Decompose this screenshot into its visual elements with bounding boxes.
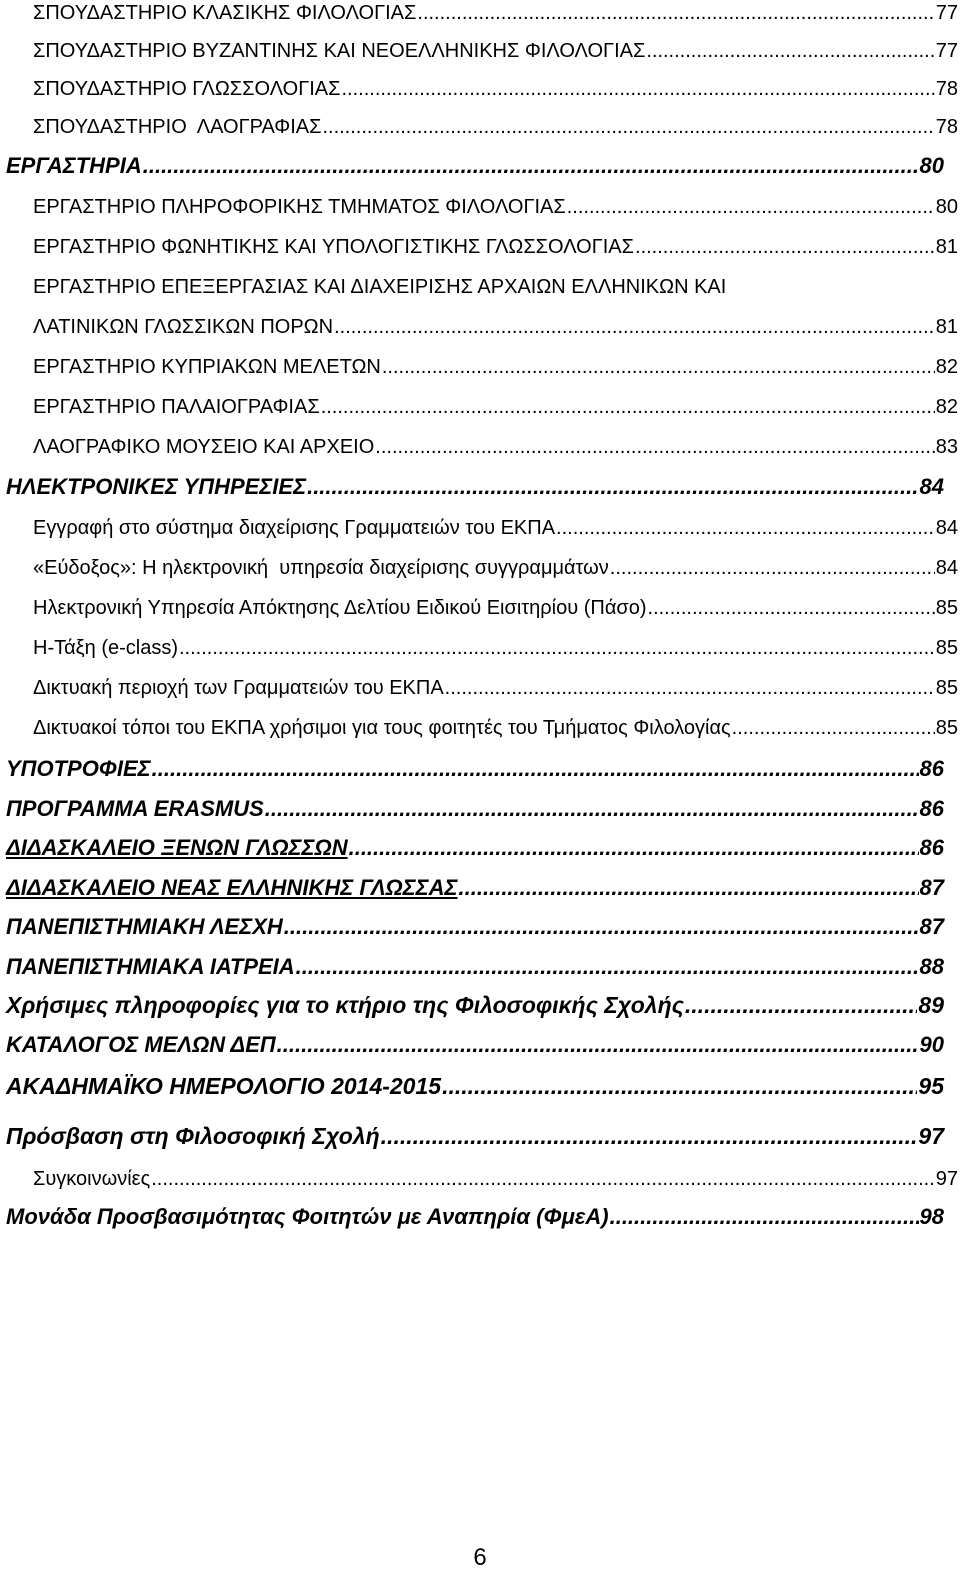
toc-entry-page: 85 <box>935 677 958 699</box>
toc-entry-page: 85 <box>935 637 958 659</box>
page-number: 6 <box>473 1544 487 1571</box>
toc-entry-label: ΣΠΟΥΔΑΣΤΗΡΙΟ ΚΛΑΣΙΚΗΣ ΦΙΛΟΛΟΓΙΑΣ <box>33 2 417 24</box>
toc-entry-label: Εγγραφή στο σύστημα διαχείρισης Γραμματειών του ΕΚΠΑ <box>33 517 556 539</box>
toc-entry-label: ΕΡΓΑΣΤΗΡΙΑ <box>6 153 142 178</box>
toc-entry[interactable] <box>33 78 958 101</box>
toc-entry-label: ΕΡΓΑΣΤΗΡΙΟ ΚΥΠΡΙΑΚΩΝ ΜΕΛΕΤΩΝ <box>33 356 381 378</box>
toc-entry[interactable] <box>33 557 958 580</box>
toc-entry-label: ΠΑΝΕΠΙΣΤΗΜΙΑΚΑ ΙΑΤΡΕΙΑ <box>6 954 295 979</box>
toc-entry-heading[interactable] <box>6 875 944 900</box>
toc-entry-label: ΕΡΓΑΣΤΗΡΙΟ ΠΛΗΡΟΦΟΡΙΚΗΣ ΤΜΗΜΑΤΟΣ ΦΙΛΟΛΟΓΙΑΣ <box>33 196 566 218</box>
dot-leader <box>685 992 918 1018</box>
toc-entry-page: 82 <box>935 396 958 418</box>
toc-entry-label: ΠΑΝΕΠΙΣΤΗΜΙΑΚΗ ΛΕΣΧΗ <box>6 914 283 939</box>
toc-entry-label: Συγκοινωνίες <box>33 1168 151 1190</box>
dot-leader <box>610 1204 919 1229</box>
toc-entry-label: ΔΙΔΑΣΚΑΛΕΙΟ ΝΕΑΣ ΕΛΛΗΝΙΚΗΣ ΓΛΩΣΣΑΣ <box>6 875 458 900</box>
dot-leader <box>610 557 935 580</box>
toc-entry-page: 88 <box>919 954 944 979</box>
toc-entry-label: ΑΚΑΔΗΜΑΪΚΟ ΗΜΕΡΟΛΟΓΙΟ 2014-2015 <box>6 1073 442 1099</box>
dot-leader <box>334 316 935 339</box>
dot-leader <box>635 236 935 259</box>
toc-entry-heading[interactable] <box>6 756 944 781</box>
toc-entry-label: ΣΠΟΥΔΑΣΤΗΡΙΟ ΓΛΩΣΣΟΛΟΓΙΑΣ <box>33 78 341 100</box>
dot-leader <box>307 474 918 499</box>
toc-entry-page: 82 <box>935 356 958 378</box>
dot-leader <box>382 356 935 379</box>
dot-leader <box>151 1168 935 1191</box>
toc-entry[interactable] <box>33 196 958 219</box>
toc-entry-page: 84 <box>935 557 958 579</box>
toc-entry-page: 86 <box>919 796 944 821</box>
toc-entry-heading[interactable] <box>6 1032 944 1057</box>
toc-entry-page: 78 <box>935 78 958 100</box>
toc-entry-page: 80 <box>935 196 958 218</box>
dot-leader <box>375 436 934 459</box>
dot-leader <box>296 954 919 979</box>
dot-leader <box>179 637 935 660</box>
toc-entry-page: 97 <box>935 1168 958 1190</box>
toc-entry-label: Δικτυακή περιοχή των Γραμματειών του ΕΚΠΑ <box>33 677 444 699</box>
toc-entry[interactable] <box>33 597 958 620</box>
toc-entry[interactable] <box>33 1168 958 1191</box>
toc-entry-page: 83 <box>935 436 958 458</box>
toc-entry-label: ΛΑΟΓΡΑΦΙΚΟ ΜΟΥΣΕΙΟ ΚΑΙ ΑΡΧΕΙΟ <box>33 436 375 458</box>
toc-entry-page: 87 <box>919 875 944 900</box>
toc-entry[interactable] <box>33 717 958 740</box>
toc-entry-page: 86 <box>919 835 944 860</box>
toc-entry-label: ΔΙΔΑΣΚΑΛΕΙΟ ΞΕΝΩΝ ΓΛΩΣΣΩΝ <box>6 835 348 860</box>
dot-leader <box>349 835 919 860</box>
toc-entry-label: ΣΠΟΥΔΑΣΤΗΡΙΟ ΒΥΖΑΝΤΙΝΗΣ ΚΑΙ ΝΕΟΕΛΛΗΝΙΚΗΣ ΦΙΛΟΛΟΓΙΑΣ <box>33 40 646 62</box>
toc-entry-page: 90 <box>919 1032 944 1057</box>
toc-entry-page: 77 <box>935 2 958 24</box>
toc-entry-label: ΕΡΓΑΣΤΗΡΙΟ ΠΑΛΑΙΟΓΡΑΦΙΑΣ <box>33 396 320 418</box>
toc-entry-page: 87 <box>919 914 944 939</box>
dot-leader <box>445 677 935 700</box>
toc-entry-label: ΚΑΤΑΛΟΓΟΣ ΜΕΛΩΝ ΔΕΠ <box>6 1032 276 1057</box>
toc-entry[interactable] <box>33 517 958 540</box>
toc-entry-heading[interactable] <box>6 796 944 821</box>
dot-leader <box>152 756 919 781</box>
toc-entry[interactable] <box>33 2 958 25</box>
toc-entry-label: «Εύδοξος»: Η ηλεκτρονική υπηρεσία διαχείρισης συγγραμμάτων <box>33 557 609 579</box>
toc-entry-page: 97 <box>918 1123 944 1149</box>
toc-entry-page: 98 <box>919 1204 944 1229</box>
toc-entry[interactable] <box>33 436 958 459</box>
toc-entry[interactable] <box>33 316 958 339</box>
dot-leader <box>381 1123 918 1149</box>
dot-leader <box>442 1073 917 1099</box>
toc-entry-heading[interactable] <box>6 954 944 979</box>
toc-entry-heading[interactable] <box>6 153 944 178</box>
dot-leader <box>417 2 934 25</box>
dot-leader <box>459 875 919 900</box>
toc-entry-label: ΥΠΟΤΡΟΦΙΕΣ <box>6 756 151 781</box>
toc-entry-page: 85 <box>935 597 958 619</box>
toc-entry-heading[interactable] <box>6 1204 944 1229</box>
dot-leader <box>342 78 935 101</box>
toc-entry-label: ΠΡΟΓΡΑΜΜΑ ERASMUS <box>6 796 264 821</box>
dot-leader <box>556 517 935 540</box>
toc-entry[interactable] <box>33 396 958 419</box>
toc-entry-page: 81 <box>935 316 958 338</box>
toc-entry-heading[interactable] <box>6 992 944 1018</box>
dot-leader <box>321 396 935 419</box>
dot-leader <box>143 153 919 178</box>
toc-entry[interactable] <box>33 356 958 379</box>
dot-leader <box>322 116 934 139</box>
toc-entry-page: 78 <box>935 116 958 138</box>
toc-entry-page: 85 <box>935 717 958 739</box>
toc-entry-label: Χρήσιμες πληροφορίες για το κτήριο της Φιλοσοφικής Σχολής <box>6 992 684 1018</box>
toc-entry-label: Η-Τάξη (e-class) <box>33 637 178 659</box>
toc-entry-label: ΕΡΓΑΣΤΗΡΙΟ ΦΩΝΗΤΙΚΗΣ ΚΑΙ ΥΠΟΛΟΓΙΣΤΙΚΗΣ ΓΛΩΣΣΟΛΟΓΙΑΣ <box>33 236 635 258</box>
toc-entry-heading[interactable] <box>6 835 944 860</box>
toc-entry-heading[interactable] <box>6 1073 944 1099</box>
toc-entry-label: Ηλεκτρονική Υπηρεσία Απόκτησης Δελτίου Ειδικού Εισιτηρίου (Πάσο) <box>33 597 647 619</box>
toc-entry-page: 80 <box>919 153 944 178</box>
dot-leader <box>567 196 935 219</box>
toc-entry-label: Δικτυακοί τόποι του ΕΚΠΑ χρήσιμοι για τους φοιτητές του Τμήματος Φιλολογίας <box>33 717 731 739</box>
toc-entry[interactable] <box>33 236 958 259</box>
toc-entry-heading[interactable] <box>6 474 944 499</box>
toc-entry-page: 84 <box>919 474 944 499</box>
toc-entry-label: ΛΑΤΙΝΙΚΩΝ ΓΛΩΣΣΙΚΩΝ ΠΟΡΩΝ <box>33 316 334 338</box>
dot-leader <box>646 40 934 63</box>
toc-entry-label-line1: ΕΡΓΑΣΤΗΡΙΟ ΕΠΕΞΕΡΓΑΣΙΑΣ ΚΑΙ ΔΙΑΧΕΙΡΙΣΗΣ ΑΡΧΑΙΩΝ ΕΛΛΗΝΙΚΩΝ ΚΑΙ <box>33 276 727 298</box>
dot-leader <box>648 597 935 620</box>
toc-entry-page: 95 <box>918 1073 944 1099</box>
dot-leader <box>265 796 919 821</box>
toc-entry[interactable] <box>33 677 958 700</box>
dot-leader <box>284 914 919 939</box>
toc-entry-label: ΣΠΟΥΔΑΣΤΗΡΙΟ ΛΑΟΓΡΑΦΙΑΣ <box>33 116 322 138</box>
toc-entry-page: 81 <box>935 236 958 258</box>
toc-entry-page: 77 <box>935 40 958 62</box>
toc-entry-heading[interactable] <box>6 1123 944 1149</box>
toc-entry-page: 86 <box>919 756 944 781</box>
toc-entry-heading[interactable] <box>6 914 944 939</box>
dot-leader <box>277 1032 919 1057</box>
dot-leader <box>732 717 935 740</box>
toc-entry-label: Μονάδα Προσβασιμότητας Φοιτητών με Αναπηρία (ΦμεΑ) <box>6 1204 609 1229</box>
toc-entry[interactable] <box>33 637 958 660</box>
toc-entry-label: ΗΛΕΚΤΡΟΝΙΚΕΣ ΥΠΗΡΕΣΙΕΣ <box>6 474 307 499</box>
toc-entry[interactable] <box>33 116 958 139</box>
toc-entry-label: Πρόσβαση στη Φιλοσοφική Σχολή <box>6 1123 380 1149</box>
toc-entry[interactable] <box>33 40 958 63</box>
toc-entry-page: 89 <box>918 992 944 1018</box>
toc-entry-page: 84 <box>935 517 958 539</box>
